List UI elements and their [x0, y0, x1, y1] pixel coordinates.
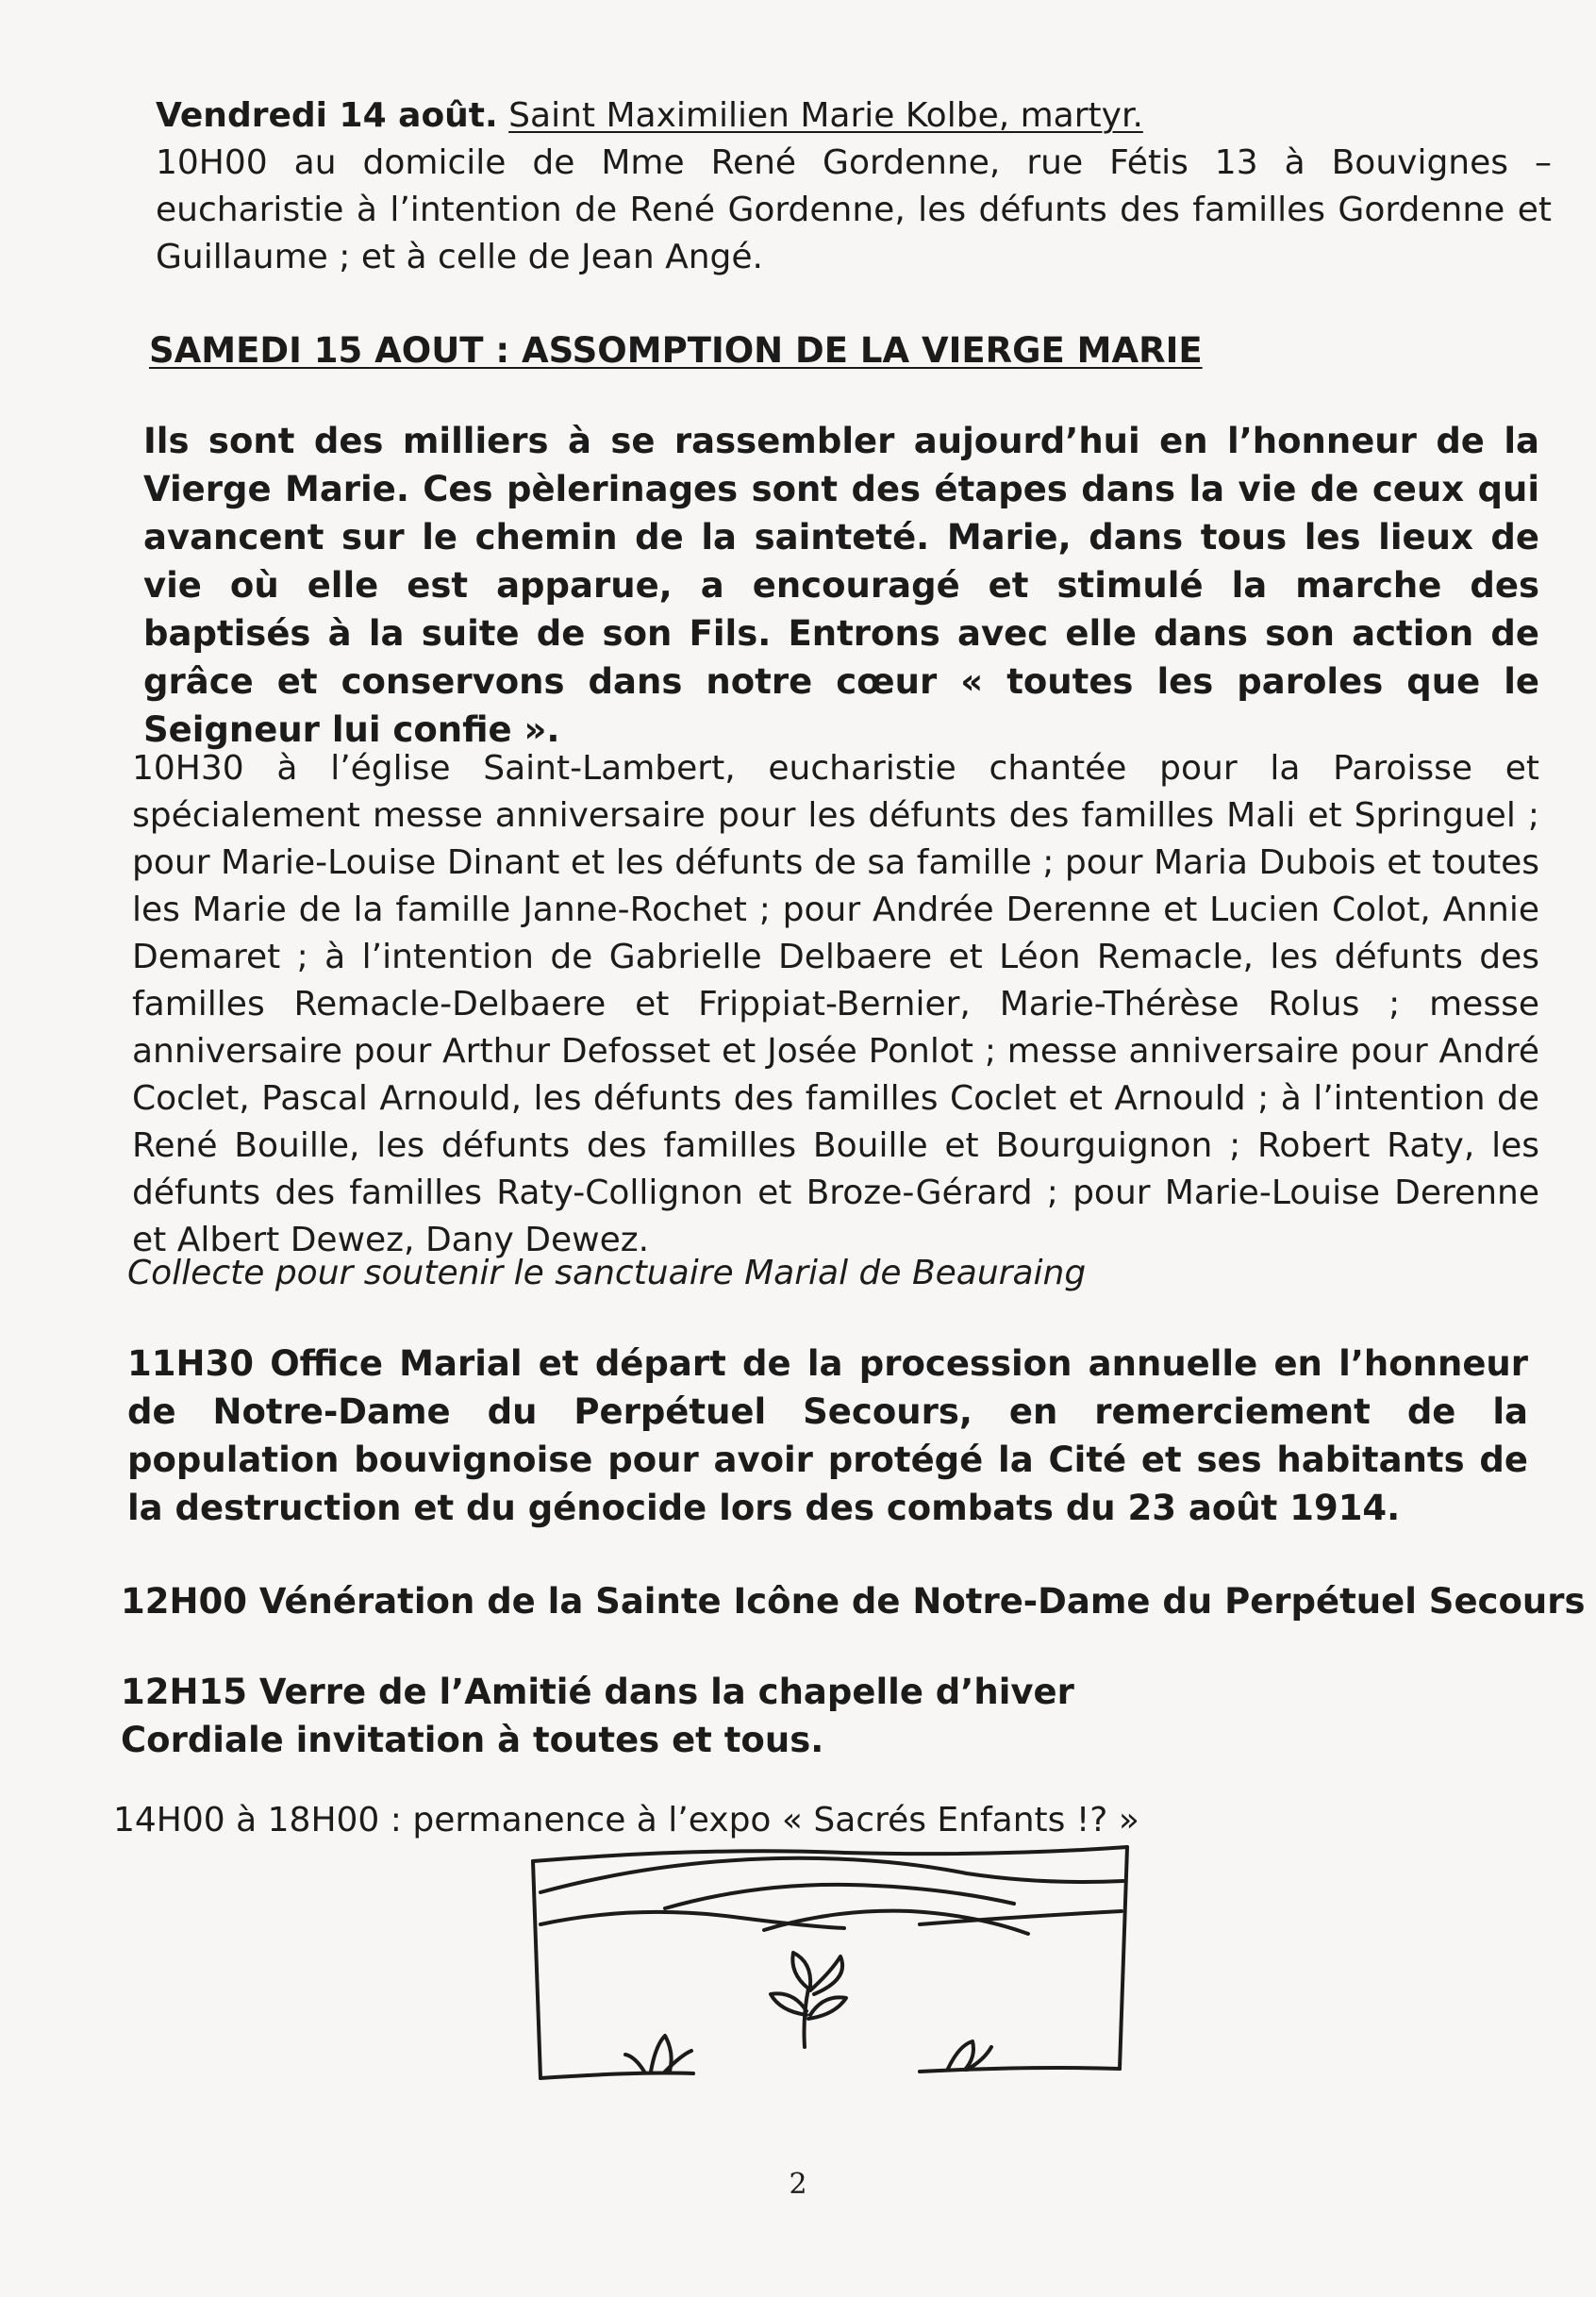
veneration-line: 12H00 Vénération de la Sainte Icône de Notre-Dame du Perpétuel Secours: [121, 1581, 1586, 1622]
friday-text: 10H00 au domicile de Mme René Gordenne, rue Fétis 13 à Bouvignes – eucharistie à l’intention de René Gordenne, les défunts des familles Gordenne et Guillaume ; et à celle de Jean Angé.: [156, 143, 1552, 276]
friday-saint: Saint Maximilien Marie Kolbe, martyr.: [508, 96, 1143, 135]
page-number: 2: [789, 2168, 807, 2201]
expo-line: 14H00 à 18H00 : permanence à l’expo « Sacrés Enfants !? »: [113, 1801, 1139, 1839]
office-marial: 11H30 Office Marial et départ de la procession annuelle en l’honneur de Notre-Dame du Perpétuel Secours, en remerciement de la population bouvignoise pour avoir protégé la Cité et ses habitants de la destruction et du génocide lors des combats du 23 août 1914.: [127, 1343, 1528, 1528]
assumption-intro: Ils sont des milliers à se rassembler aujourd’hui en l’honneur de la Vierge Marie. Ces pèlerinages sont des étapes dans la vie de ceux qui avancent sur le chemin de la sainteté. Marie, dans tous les lieux de vie où elle est apparue, a encouragé et stimulé la marche des baptisés à la suite de son Fils. Entrons avec elle dans son action de grâce et conservons dans notre cœur « toutes les paroles que le Seigneur lui confie ».: [143, 421, 1539, 750]
collecte-note: Collecte pour soutenir le sanctuaire Marial de Beauraing: [127, 1254, 1087, 1292]
friday-entry: [156, 92, 1552, 281]
friday-date: Vendredi 14 août.: [156, 96, 498, 135]
mass-intentions: 10H30 à l’église Saint-Lambert, eucharistie chantée pour la Paroisse et spécialement messe anniversaire pour les défunts des familles Mali et Springuel ; pour Marie-Louise Dinant et les défunts de sa famille ; pour Maria Dubois et toutes les Marie de la famille Janne-Rochet ; pour Andrée Derenne et Lucien Colot, Annie Demaret ; à l’intention de Gabrielle Delbaere et Léon Remacle, les défunts des familles Remacle-Delbaere et Frippiat-Bernier, Marie-Thérèse Rolus ; messe anniversaire pour Arthur Defosset et Josée Ponlot ; messe anniversaire pour André Coclet, Pascal Arnould, les défunts des familles Coclet et Arnould ; à l’intention de René Bouille, les défunts des familles Bouille et Bourguignon ; Robert Raty, les défunts des familles Raty-Collignon et Broze-Gérard ; pour Marie-Louise Derenne et Albert Dewez, Dany Dewez.: [132, 749, 1539, 1259]
saturday-heading: SAMEDI 15 AOUT : ASSOMPTION DE LA VIERGE MARIE: [149, 330, 1203, 371]
verre-line: 12H15 Verre de l’Amitié dans la chapelle d’hiver: [121, 1672, 1074, 1712]
landscape-hills-sprout-icon: [524, 1715, 1137, 2096]
invitation-line: Cordiale invitation à toutes et tous.: [121, 1720, 824, 1760]
